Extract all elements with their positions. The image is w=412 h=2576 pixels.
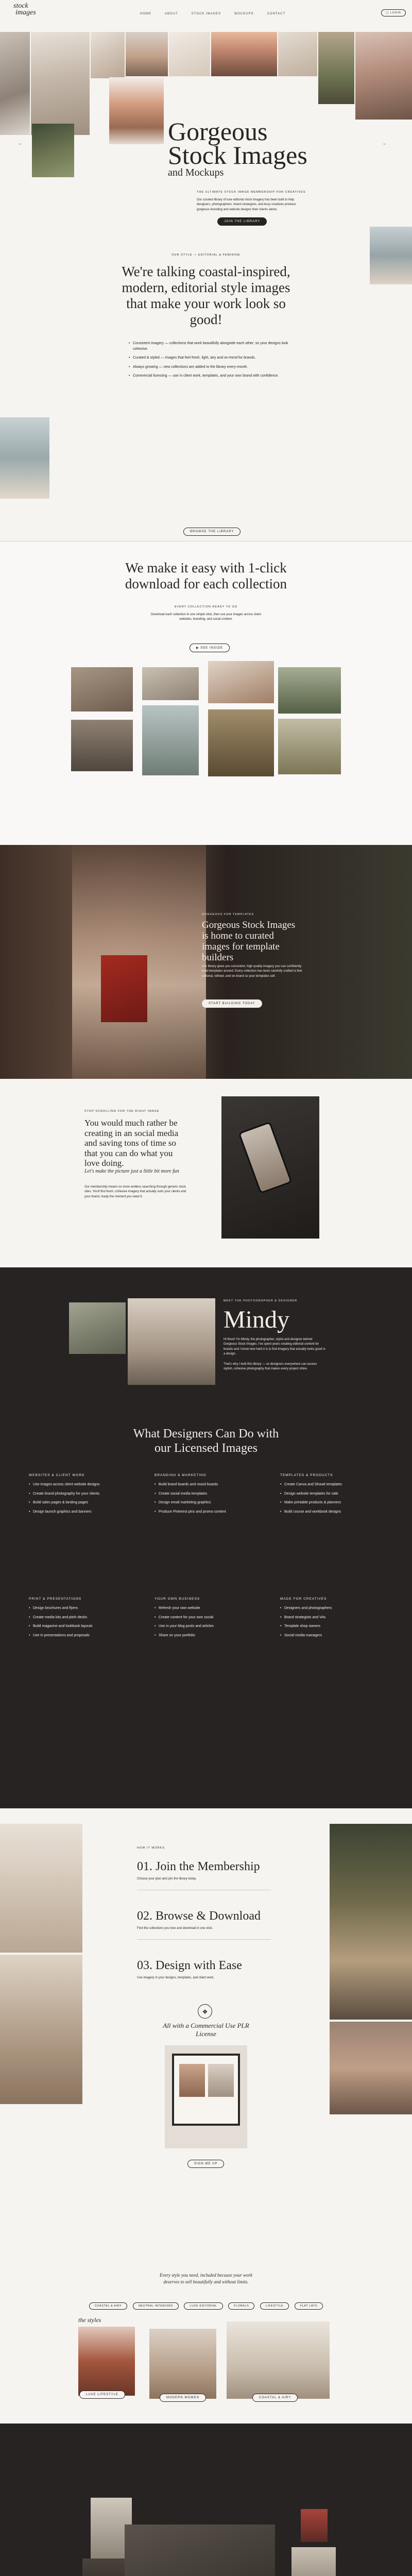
hero-photo-sea-rock [0, 417, 49, 499]
licensed-heading: What Designers Can Do with our Licensed Images [133, 1427, 279, 1455]
step-3 [137, 1959, 271, 1980]
download-cta-button[interactable] [190, 643, 230, 652]
licensed-item: • Build course and workbook designs [280, 1510, 383, 1515]
mindy-eyebrow: MEET THE PHOTOGRAPHER & DESIGNER [224, 1299, 298, 1302]
licensed-column [280, 1597, 383, 1642]
login-label: LOGIN [390, 11, 401, 14]
style-chip[interactable]: LIFESTYLE [260, 2302, 289, 2310]
step-title: Browse & Download [156, 1909, 261, 1923]
licensed-item: • Design launch graphics and banners [29, 1510, 132, 1515]
licensed-column [154, 1597, 258, 1642]
style-caption-button[interactable]: LUXE LIFESTYLE [79, 2391, 125, 2399]
social-heading: You would much rather be creating in an social media and saving tons of time so that you can do what you love doing. [84, 1118, 179, 1168]
step-title: Join the Membership [156, 1860, 260, 1873]
collection-photo[interactable] [208, 709, 274, 776]
style-photo[interactable] [149, 2329, 216, 2399]
hero-photo-columns [0, 32, 30, 135]
template-eyebrow: GORGEOUS FOR TEMPLATES [202, 913, 254, 916]
hero-photo-arch [278, 32, 317, 76]
hero-photo-sunset-woman [211, 32, 277, 76]
download-section [0, 541, 412, 845]
licensed-item: • Use in presentations and proposals [29, 1633, 132, 1639]
laptop-mockup-photo [165, 2045, 247, 2148]
mindy-body2: That's why I built this library — so designers everywhere can access stylish, cohesive photography that makes every project shine. [224, 1363, 317, 1371]
mockup-side-photo [291, 2547, 336, 2576]
mindy-small-photo [69, 1302, 126, 1354]
collection-photo[interactable] [142, 667, 199, 700]
logo-line2: images [15, 8, 36, 16]
licensed-column-title: WEBSITES & CLIENT WORK [29, 1473, 85, 1477]
hero-body: Our curated library of luxe editorial stock imagery has been built to help designers, photographers, brand strategists, and busy creatives produce gorgeous branding and website designs their clients adore. [197, 198, 296, 211]
phone-mockup-photo [221, 1096, 319, 1239]
licensed-item: • Template shop owners [280, 1624, 383, 1630]
site-header [0, 0, 412, 31]
step-2 [137, 1909, 271, 1940]
licensed-column-title: BRANDING & MARKETING [154, 1473, 207, 1477]
style-photo[interactable] [78, 2327, 135, 2396]
nav-about[interactable]: ABOUT [165, 12, 178, 15]
step-number: 01. [137, 1860, 152, 1873]
main-nav [140, 12, 299, 15]
licensed-column-title: MADE FOR CREATIVES [280, 1597, 327, 1601]
coastal-cta-button[interactable]: BROWSE THE LIBRARY [183, 528, 241, 536]
licensed-item: • Build sales pages & landing pages [29, 1500, 132, 1506]
licensed-item: • Design brochures and flyers [29, 1606, 132, 1612]
nav-home[interactable]: HOME [140, 12, 151, 15]
step-title: Design with Ease [156, 1959, 242, 1972]
licensed-item: • Use images across client website designs [29, 1482, 132, 1488]
mindy-portrait-photo [128, 1298, 215, 1385]
licensed-item: • Build magazine and lookbook layouts [29, 1624, 132, 1630]
download-heading: We make it easy with 1-click download for each collection [125, 560, 287, 592]
step-1 [137, 1860, 271, 1890]
licensed-item: • Share on your portfolio [154, 1633, 258, 1639]
styles-script: Every style you need, included because your work deserves to sell beautifully and without limits. [160, 2273, 252, 2284]
licensed-column [280, 1473, 383, 1518]
social-eyebrow: STOP SCROLLING FOR THE RIGHT IMAGE [84, 1110, 160, 1113]
style-chip-row [72, 2300, 340, 2311]
mindy-name: Mindy [224, 1306, 290, 1333]
login-button[interactable] [381, 9, 406, 16]
style-chip[interactable]: COASTAL & AIRY [89, 2302, 128, 2310]
coastal-bullet: • Always growing — new collections are added to the library every month. [129, 365, 288, 370]
licensed-item: • Use in your blog posts and articles [154, 1624, 258, 1630]
mindy-body1: Hi there! I'm Mindy, the photographer, stylist and designer behind Gorgeous Stock Images. I've spent years creating editorial content for brands and I know how hard it is to find imagery that actually looks good in a design. [224, 1338, 325, 1355]
nav-contact[interactable]: CONTACT [267, 12, 286, 15]
licensed-grid-row1 [29, 1473, 383, 1518]
hero-photo-doorway [31, 32, 90, 135]
mockup-canvas-photo [125, 2524, 275, 2576]
coral-vase-photo [0, 1824, 82, 1953]
licensed-item: • Create social media templates [154, 1492, 258, 1497]
licensed-column [154, 1473, 258, 1518]
licensed-item: • Design website templates for sale [280, 1492, 383, 1497]
step-text: Find the collections you love and download in one click. [137, 1927, 213, 1930]
licensed-item: • Produce Pinterest pins and promo content [154, 1510, 258, 1515]
coastal-bullet: • Commercial licensing — use in client work, templates, and your own brand with confidence. [129, 374, 288, 379]
collection-photo[interactable] [142, 705, 199, 775]
style-chip[interactable]: NEUTRAL INTERIORS [133, 2302, 179, 2310]
portrait-closeup-photo [330, 2022, 412, 2114]
licensed-column [29, 1473, 132, 1518]
steps-section [0, 1824, 412, 2262]
download-sub: EVERY COLLECTION READY TO GO [174, 605, 238, 608]
collection-photo[interactable] [278, 667, 341, 714]
style-chip[interactable]: FLAT LAYS [295, 2302, 323, 2310]
hero-cta-button[interactable]: JOIN THE LIBRARY [217, 217, 267, 226]
hero-title [168, 117, 322, 178]
hero-photo-pink-dress [355, 32, 412, 120]
nav-stock-images[interactable]: STOCK IMAGES [191, 12, 221, 15]
step-text: Choose your plan and join the library today. [137, 1877, 197, 1880]
licensed-column-title: YOUR OWN BUSINESS [154, 1597, 200, 1601]
social-script: Let's make the picture just a little bit more fun [84, 1168, 179, 1174]
hero-photo-flowers [91, 32, 125, 78]
slider-next-arrow[interactable]: → [382, 141, 386, 146]
step-divider [137, 1939, 271, 1940]
licensed-item: • Designers and photographers [280, 1606, 383, 1612]
palm-woman-photo [330, 1824, 412, 2020]
hero-photo-vanity [169, 32, 210, 76]
screen-hero-image [179, 2064, 205, 2097]
user-icon: ◯ [386, 11, 389, 14]
download-body: Download each collection in one simple click, then use your images across client websites, branding, and social content. [150, 613, 262, 621]
licensed-column [29, 1597, 132, 1642]
mockup-flowers-photo [301, 2509, 328, 2542]
download-cta-label: SEE INSIDE [200, 647, 223, 650]
collection-photo[interactable] [71, 667, 133, 711]
style-photo[interactable] [227, 2321, 330, 2399]
hero-copy [197, 191, 307, 226]
licensed-item: • Create brand photography for your clients [29, 1492, 132, 1497]
style-caption-button[interactable]: COASTAL & AIRY [252, 2394, 298, 2402]
collection-photo[interactable] [278, 719, 341, 774]
licensed-column-title: TEMPLATES & PRODUCTS [280, 1473, 333, 1477]
logo[interactable] [13, 3, 36, 16]
licensed-item: • Brand strategists and VAs [280, 1615, 383, 1621]
hero-photo-portrait-redhead [109, 77, 164, 144]
license-script: All with a Commercial Use PLR License [163, 2022, 249, 2038]
collection-photo[interactable] [71, 720, 133, 771]
nav-mockups[interactable]: MOCKUPS [234, 12, 254, 15]
coastal-bullet: • Consistent imagery — collections that work beautifully alongside each other, so your designs look cohesive. [129, 341, 288, 352]
slider-prev-arrow[interactable]: ← [19, 141, 23, 146]
licensed-grid-row2 [29, 1597, 383, 1642]
step-number: 03. [137, 1959, 152, 1972]
licensed-item: • Social media managers [280, 1633, 383, 1639]
logo-line1: stock [13, 2, 28, 10]
template-heading: Gorgeous Stock Images is home to curated images for template builders [202, 920, 296, 963]
red-flowers-photo [101, 955, 147, 1022]
hero-photo-garden [318, 32, 354, 104]
licensed-item: • Create Canva and Showit templates [280, 1482, 383, 1488]
hero-tagline: THE ULTIMATE STOCK IMAGE MEMBERSHIP FOR CREATIVES [197, 191, 306, 194]
hero-photo-roses [32, 124, 74, 177]
step-text: Use imagery in your designs, templates, and client work. [137, 1976, 215, 1979]
steps-eyebrow: HOW IT WORKS [137, 1846, 165, 1850]
licensed-item: • Build brand boards and mood boards [154, 1482, 258, 1488]
style-caption-button[interactable]: MODERN WOMEN [160, 2394, 206, 2402]
coastal-eyebrow: OUR STYLE — EDITORIAL & FEMININE [171, 253, 241, 257]
styles-label: the styles [78, 2316, 101, 2324]
licensed-item: • Design email marketing graphics [154, 1500, 258, 1506]
phone-screen [238, 1122, 292, 1194]
licensed-item: • Refresh your own website [154, 1606, 258, 1612]
steps-cta-button[interactable]: SIGN ME UP [187, 2160, 224, 2168]
hero-photo-seaside-woman [126, 32, 168, 76]
social-body: Our membership means no more endless searching through generic stock sites. You'll find fresh, cohesive imagery that actually suits your clients and your brand, ready the moment you need it. [84, 1185, 186, 1198]
hero-title-line1: Gorgeous [168, 117, 268, 146]
collection-photo[interactable] [208, 661, 274, 703]
template-body: Our library gives you consistent, high quality imagery you can confidently build templates around. Every collection has been carefully crafted to feel editorial, refined, and on-brand so your templates sell. [202, 965, 302, 978]
styles-section [0, 2262, 412, 2416]
style-chip[interactable]: LUXE EDITORIAL [184, 2302, 222, 2310]
licensed-item: • Create media kits and pitch decks [29, 1615, 132, 1621]
step-number: 02. [137, 1909, 152, 1923]
coastal-bullet-list [129, 341, 288, 383]
license-badge-icon: ❖ [198, 2004, 212, 2019]
laptop-screen [172, 2054, 240, 2126]
coastal-bullet: • Curated & styled — images that feel fresh, light, airy and on-trend for brands. [129, 355, 288, 361]
licensed-item: • Make printable products & planners [280, 1500, 383, 1506]
template-builders-section [0, 845, 412, 1079]
mindy-section [0, 1267, 412, 1808]
play-icon: ▶ [196, 647, 199, 650]
screen-hero-image [208, 2064, 234, 2097]
licensed-column-title: PRINT & PRESENTATIONS [29, 1597, 82, 1601]
hero-title-line3: and Mockups [168, 167, 224, 178]
template-cta-button[interactable]: START BUILDING TODAY [202, 999, 262, 1008]
mockups-section [0, 2424, 412, 2576]
woman-white-robe-photo [0, 1955, 82, 2104]
style-chip[interactable]: FLORALS [228, 2302, 254, 2310]
coastal-heading: We're talking coastal-inspired, modern, editorial style images that make your work look so good! [122, 264, 290, 328]
hero-title-line2: Stock Images [168, 141, 307, 170]
licensed-item: • Create content for your own social [154, 1615, 258, 1621]
social-section [0, 1079, 412, 1267]
